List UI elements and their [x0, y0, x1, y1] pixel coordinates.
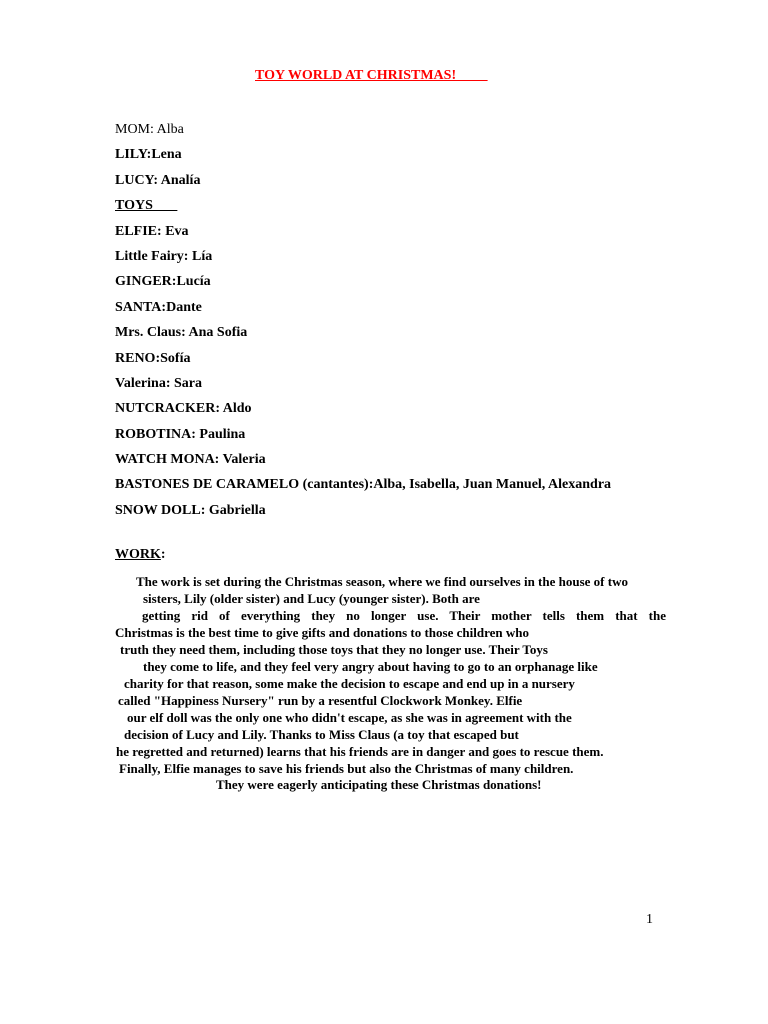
- cast-entry-snow-doll: [115, 498, 735, 523]
- cast-actor: Analía: [158, 172, 201, 188]
- cast-entry-valerina: [115, 371, 735, 396]
- page-number: 1: [646, 912, 653, 927]
- cast-actor: Ana Sofia: [185, 325, 248, 341]
- cast-entry-lily: [115, 142, 735, 167]
- cast-actor: Paulina: [195, 426, 246, 442]
- cast-role: LILY:: [115, 147, 152, 163]
- cast-role: Little Fairy:: [115, 248, 189, 264]
- cast-entry-lucy: [115, 168, 735, 193]
- cast-role: WATCH MONA:: [115, 452, 220, 468]
- synopsis-line: decision of Lucy and Lily. Thanks to Miss Claus (a toy that escaped but: [124, 727, 519, 742]
- cast-role: BASTONES DE CARAMELO (cantantes):: [115, 477, 374, 493]
- cast-entry-ginger: [115, 269, 735, 294]
- cast-actor: Aldo: [220, 401, 252, 417]
- cast-entry-reno: [115, 346, 735, 371]
- cast-role: RENO:: [115, 350, 161, 366]
- cast-entry-robotina: [115, 422, 735, 447]
- cast-role: GINGER:: [115, 274, 177, 290]
- work-heading-colon: :: [160, 547, 166, 562]
- work-heading-label: WORK: [115, 547, 161, 562]
- synopsis-line: Christmas is the best time to give gifts and donations to those children who: [115, 625, 529, 640]
- synopsis-line: truth they need them, including those toys that they no longer use. Their Toys: [120, 642, 548, 657]
- cast-entry-mom: [115, 117, 735, 142]
- cast-actor: Gabriella: [205, 502, 266, 518]
- cast-entry-little-fairy: [115, 244, 735, 269]
- synopsis-line: charity for that reason, some make the decision to escape and end up in a nursery: [124, 676, 575, 691]
- cast-actor: Alba, Isabella, Juan Manuel, Alexandra: [373, 477, 612, 493]
- cast-list: [115, 117, 735, 523]
- cast-role: ELFIE:: [115, 223, 162, 239]
- synopsis-line: they come to life, and they feel very angry about having to go to an orphanage like: [143, 659, 598, 674]
- cast-role: NUTCRACKER:: [115, 401, 220, 417]
- work-heading: [115, 547, 166, 563]
- cast-actor: Eva: [161, 223, 189, 239]
- cast-actor: Valeria: [219, 452, 266, 468]
- cast-role: MOM:: [115, 122, 154, 137]
- synopsis-line: our elf doll was the only one who didn't escape, as she was in agreement with the: [127, 710, 572, 725]
- synopsis-line: They were eagerly anticipating these Christmas donations!: [216, 777, 542, 792]
- cast-role: LUCY:: [115, 172, 159, 188]
- synopsis-line: The work is set during the Christmas season, where we find ourselves in the house of two: [136, 574, 628, 589]
- synopsis-line: called "Happiness Nursery" run by a resentful Clockwork Monkey. Elfie: [118, 693, 523, 708]
- cast-actor: Lucía: [176, 274, 211, 290]
- cast-actor: Lena: [151, 147, 182, 163]
- cast-actor: Dante: [166, 299, 202, 315]
- cast-entry-elfie: [115, 219, 735, 244]
- cast-role: Mrs. Claus:: [115, 325, 186, 341]
- cast-role: SANTA:: [115, 299, 167, 315]
- cast-entry-mrs-claus: [115, 320, 735, 345]
- synopsis-line: Finally, Elfie manages to save his friends but also the Christmas of many children.: [119, 761, 574, 776]
- synopsis-line: sisters, Lily (older sister) and Lucy (younger sister). Both are: [143, 591, 480, 606]
- cast-actor: Alba: [153, 122, 184, 137]
- cast-actor: Lía: [188, 248, 213, 264]
- cast-role: Valerina:: [115, 375, 171, 391]
- cast-role: TOYS: [115, 198, 178, 214]
- toys-heading: [115, 193, 735, 218]
- cast-entry-nutcracker: [115, 396, 735, 421]
- synopsis-line: getting rid of everything they no longer use. Their mother tells them that the: [142, 608, 666, 623]
- document-title: TOY WORLD AT CHRISTMAS!: [255, 68, 488, 83]
- cast-role: SNOW DOLL:: [115, 502, 206, 518]
- cast-entry-bastones-de-caramelo: [115, 472, 735, 497]
- synopsis-line: he regretted and returned) learns that his friends are in danger and goes to rescue them.: [116, 744, 604, 759]
- cast-entry-santa: [115, 295, 735, 320]
- cast-role: ROBOTINA:: [115, 426, 196, 442]
- cast-actor: Sara: [170, 375, 202, 391]
- cast-actor: Sofía: [160, 350, 191, 366]
- cast-entry-watch-mona: [115, 447, 735, 472]
